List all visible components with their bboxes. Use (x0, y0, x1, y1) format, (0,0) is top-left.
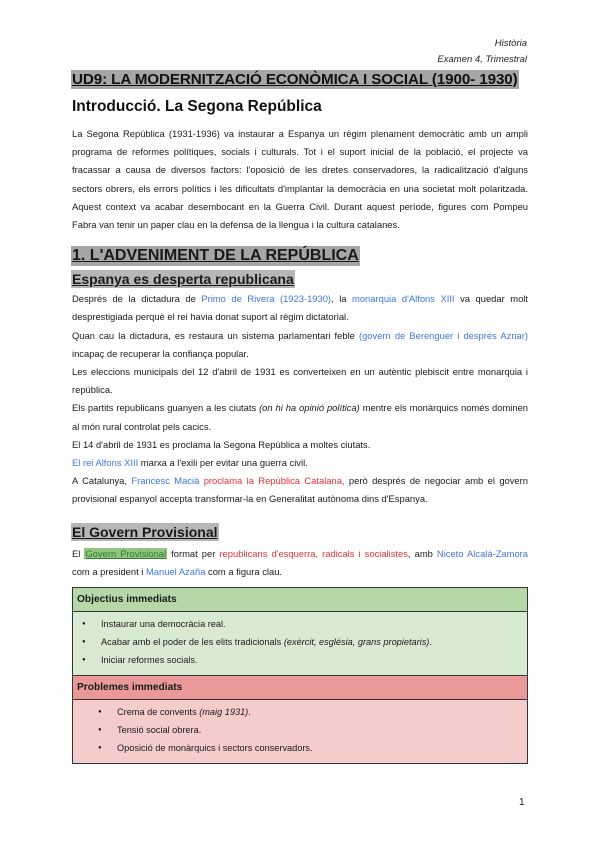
text: Després de la dictadura de (72, 293, 202, 305)
objectives-list (73, 615, 527, 669)
text: Acabar amb el poder de les elits tradicionals (101, 637, 284, 648)
text: , amb (407, 547, 437, 559)
paragraph-govern-provisional (72, 545, 528, 581)
highlight-alcala-zamora: Niceto Alcalá-Zamora (436, 547, 529, 559)
highlight-berenguer-aznar: (govern de Berenguer i després Aznar) (358, 329, 528, 341)
paragraph-catalunya (72, 472, 528, 508)
section-2-subheading: El Govern Provisional (72, 523, 218, 540)
text: , la (331, 293, 353, 305)
page-header (437, 36, 527, 68)
text: Instaurar una democràcia real. (101, 619, 226, 630)
subject-label: Història (494, 38, 527, 49)
problems-list (89, 703, 527, 757)
text: El (72, 547, 85, 559)
text: Crema de convents (117, 707, 200, 718)
intro-heading: Introducció. La Segona República (72, 98, 322, 115)
list-item (101, 651, 527, 669)
text: marxa a l'exili per evitar una guerra civil. (138, 457, 308, 469)
list-item (117, 721, 527, 739)
objectives-section (73, 588, 527, 676)
highlight-monarquia: monarquia d'Alfons XIII (352, 293, 455, 305)
problems-title: Problemes immediats (73, 676, 527, 700)
highlight-partits: republicans d'esquerra, radicals i socialistes (219, 547, 408, 559)
paragraph-alfons-exili (72, 454, 528, 472)
highlight-azana: Manuel Azaña (146, 565, 206, 577)
section-1-heading: 1. L'ADVENIMENT DE LA REPÚBLICA (72, 247, 359, 265)
objectives-title: Objectius immediats (73, 588, 527, 612)
text: com a president i (72, 565, 146, 577)
text: Oposició de monàrquics i sectors conservadors. (117, 743, 313, 754)
text: Quan cau la dictadura, es restaura un sistema parlamentari feble (72, 329, 359, 341)
list-item (101, 633, 527, 651)
highlight-republica-catalana: proclama la República Catalana, (203, 475, 345, 487)
text: mentre els monàrquics només dominen al món rural controlat pels cacics. (72, 402, 528, 432)
list-item (101, 615, 527, 633)
exam-label: Examen 4, Trimestral (437, 54, 527, 65)
highlight-govern-provisional: Govern Provisional (85, 547, 167, 559)
list-item (117, 739, 527, 757)
objectives-body (73, 612, 527, 676)
paragraph-partits (72, 399, 528, 435)
summary-table (72, 587, 528, 764)
list-item (117, 703, 527, 721)
text: però després de negociar amb el govern provisional espanyol accepta transformar-la en Generalitat autònoma dins d'Espanya. (72, 475, 528, 505)
intro-paragraph: La Segona República (1931-1936) va instaurar a Espanya un règim plenament democràtic amb un ampli programa de reformes polítiques, socials i culturals. Tot i el suport inicial de la població, el projecte va fracassar a causa de diversos factors: l'oposició de les dretes conservadores, la radicalització d'alguns sectors obrers, els errors polítics i les dificultats d'implantar la democràcia en una societat molt polaritzada. Aquest context va acabar desembocant en la Guerra Civil. Durant aquest període, figures com Pompeu Fabra van tenir un paper clau en la defensa de la llengua i la cultura catalanes. (72, 128, 528, 231)
highlight-primo-de-rivera: Primo de Rivera (1923-1930) (201, 293, 332, 305)
italic-note: (on hi ha opinió política) (259, 402, 360, 414)
page-number: 1 (519, 797, 525, 808)
text: A Catalunya, (72, 475, 132, 487)
paragraph-berenguer (72, 327, 528, 363)
highlight-alfons-xiii: El rei Alfons XIII (72, 457, 139, 469)
paragraph-14-abril: El 14 d'abril de 1931 es proclama la Segona República a moltes ciutats. (72, 438, 371, 450)
italic-note: (maig 1931) (199, 707, 249, 718)
text: Tensió social obrera. (117, 725, 202, 736)
paragraph-eleccions: Les eleccions municipals del 12 d'abril de 1931 es converteixen en un autèntic plebiscit entre monarquia i república. (72, 366, 528, 396)
document-content (72, 70, 528, 764)
highlight-macia: Francesc Macià (131, 475, 200, 487)
text: Els partits republicans guanyen a les ciutats (72, 402, 260, 414)
problems-section (73, 676, 527, 763)
text: . (248, 707, 251, 718)
text: Iniciar reformes socials. (101, 655, 198, 666)
text: incapaç de recuperar la confiança popular. (72, 347, 249, 359)
paragraph-primo-de-rivera (72, 290, 528, 326)
unit-title: UD9: LA MODERNITZACIÓ ECONÒMICA I SOCIAL (1900- 1930) (72, 71, 518, 88)
section-1-subheading: Espanya es desperta republicana (72, 271, 294, 288)
text: format per (167, 547, 220, 559)
problems-body (73, 700, 527, 763)
text: va quedar molt desprestigiada perquè el rei havia donat suport al règim dictatorial. (72, 293, 528, 323)
text: . (429, 637, 432, 648)
text: com a figura clau. (205, 565, 283, 577)
italic-note: (exèrcit, església, grans propietaris) (283, 637, 430, 648)
